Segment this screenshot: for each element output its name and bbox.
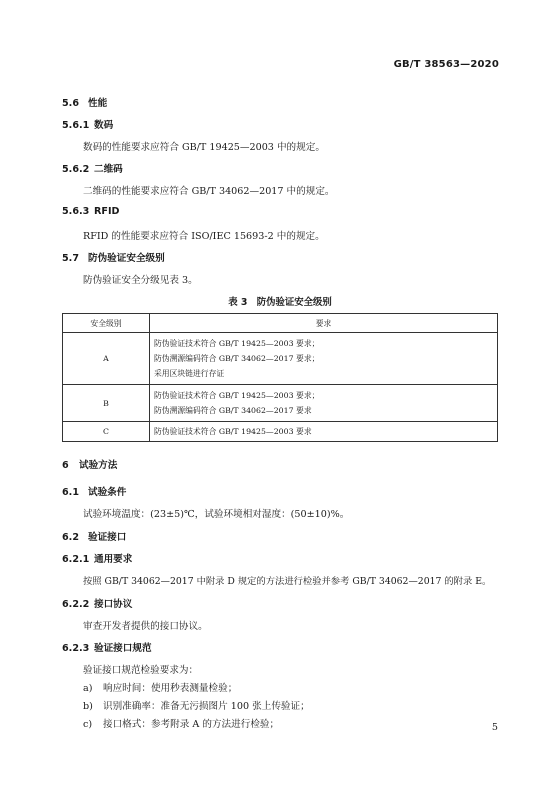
section-title: 验证接口 [88,532,127,543]
table-row [63,333,498,385]
section-6-heading [62,457,117,471]
page-number: 5 [491,722,498,733]
section-number: 6.2.3 [62,643,90,654]
list-item [83,716,279,730]
list-item-text: 响应时间：使用秒表测量检验； [103,683,238,694]
level-cell: A [63,333,150,385]
paragraph-5-6-3: RFID 的性能要求应符合 ISO/IEC 15693-2 中的规定。 [83,231,325,242]
section-number: 6.2 [62,532,79,543]
section-5-6-1-heading [62,117,113,131]
section-6-2-2-heading [62,596,132,610]
table-row [63,385,498,422]
paragraph-5-6-2: 二维码的性能要求应符合 GB/T 34062—2017 中的规定。 [83,186,335,197]
table-caption: 表 3 防伪验证安全级别 [228,297,332,308]
section-number: 5.6.3 [62,206,90,217]
table-header-requirements: 要求 [150,314,498,333]
section-number: 6 [62,460,69,471]
section-6-2-3-heading [62,640,152,654]
list-marker: c) [83,719,93,730]
section-number: 6.2.2 [62,599,90,610]
section-number: 6.2.1 [62,554,90,565]
section-6-1-heading [62,484,126,498]
requirements-cell [150,422,498,442]
section-title: RFID [94,206,120,217]
standard-code: GB/T 38563—2020 [393,59,499,70]
table-row [63,422,498,442]
section-title: 性能 [88,98,108,109]
section-number: 6.1 [62,487,79,498]
list-marker: a) [83,683,93,694]
requirement-line: 防伪验证技术符合 GB/T 19425—2003 要求 [154,427,312,436]
requirement-line: 采用区块链进行存证 [154,369,225,378]
section-title: 二维码 [94,164,123,175]
section-number: 5.7 [62,253,79,264]
requirement-line: 防伪验证技术符合 GB/T 19425—2003 要求； [154,391,320,400]
section-title: 防伪验证安全级别 [88,253,165,264]
list-item-text: 接口格式：参考附录 A 的方法进行检验； [103,719,280,730]
section-5-6-3-heading [62,206,119,217]
list-marker: b) [83,701,93,712]
paragraph-6-2-2: 审查开发者提供的接口协议。 [83,621,208,632]
requirements-cell [150,385,498,422]
section-title: 验证接口规范 [94,643,152,654]
paragraph-5-7: 防伪验证安全分级见表 3。 [83,275,198,286]
list-item [83,680,237,694]
requirement-line: 防伪溯源编码符合 GB/T 34062—2017 要求 [154,406,312,415]
section-title: 通用要求 [94,554,133,565]
section-6-2-1-heading [62,551,132,565]
section-number: 5.6.1 [62,120,90,131]
paragraph-6-2-1: 按照 GB/T 34062—2017 中附录 D 规定的方法进行检验并参考 GB/T 34062—2017 的附录 E。 [83,576,492,587]
table-header-row [63,314,498,333]
section-title: 试验方法 [79,460,118,471]
section-number: 5.6.2 [62,164,90,175]
section-title: 接口协议 [94,599,133,610]
paragraph-5-6-1: 数码的性能要求应符合 GB/T 19425—2003 中的规定。 [83,142,325,153]
paragraph-6-2-3: 验证接口规范检验要求为： [83,665,199,676]
level-cell: B [63,385,150,422]
section-number: 5.6 [62,98,79,109]
paragraph-6-1: 试验环境温度：(23±5)℃，试验环境相对湿度：(50±10)%。 [83,509,350,520]
list-item [83,698,310,712]
section-title: 试验条件 [88,487,127,498]
requirement-line: 防伪验证技术符合 GB/T 19425—2003 要求； [154,339,320,348]
requirement-line: 防伪溯源编码符合 GB/T 34062—2017 要求； [154,354,320,363]
section-6-2-heading [62,529,126,543]
requirements-cell [150,333,498,385]
section-5-6-2-heading [62,161,123,175]
table-header-level: 安全级别 [63,314,150,333]
section-title: 数码 [94,120,114,131]
section-5-6-heading [62,95,107,109]
security-level-table [62,313,498,442]
list-item-text: 识别准确率：准备无污损图片 100 张上传验证； [103,701,310,712]
section-5-7-heading [62,250,165,264]
level-cell: C [63,422,150,442]
